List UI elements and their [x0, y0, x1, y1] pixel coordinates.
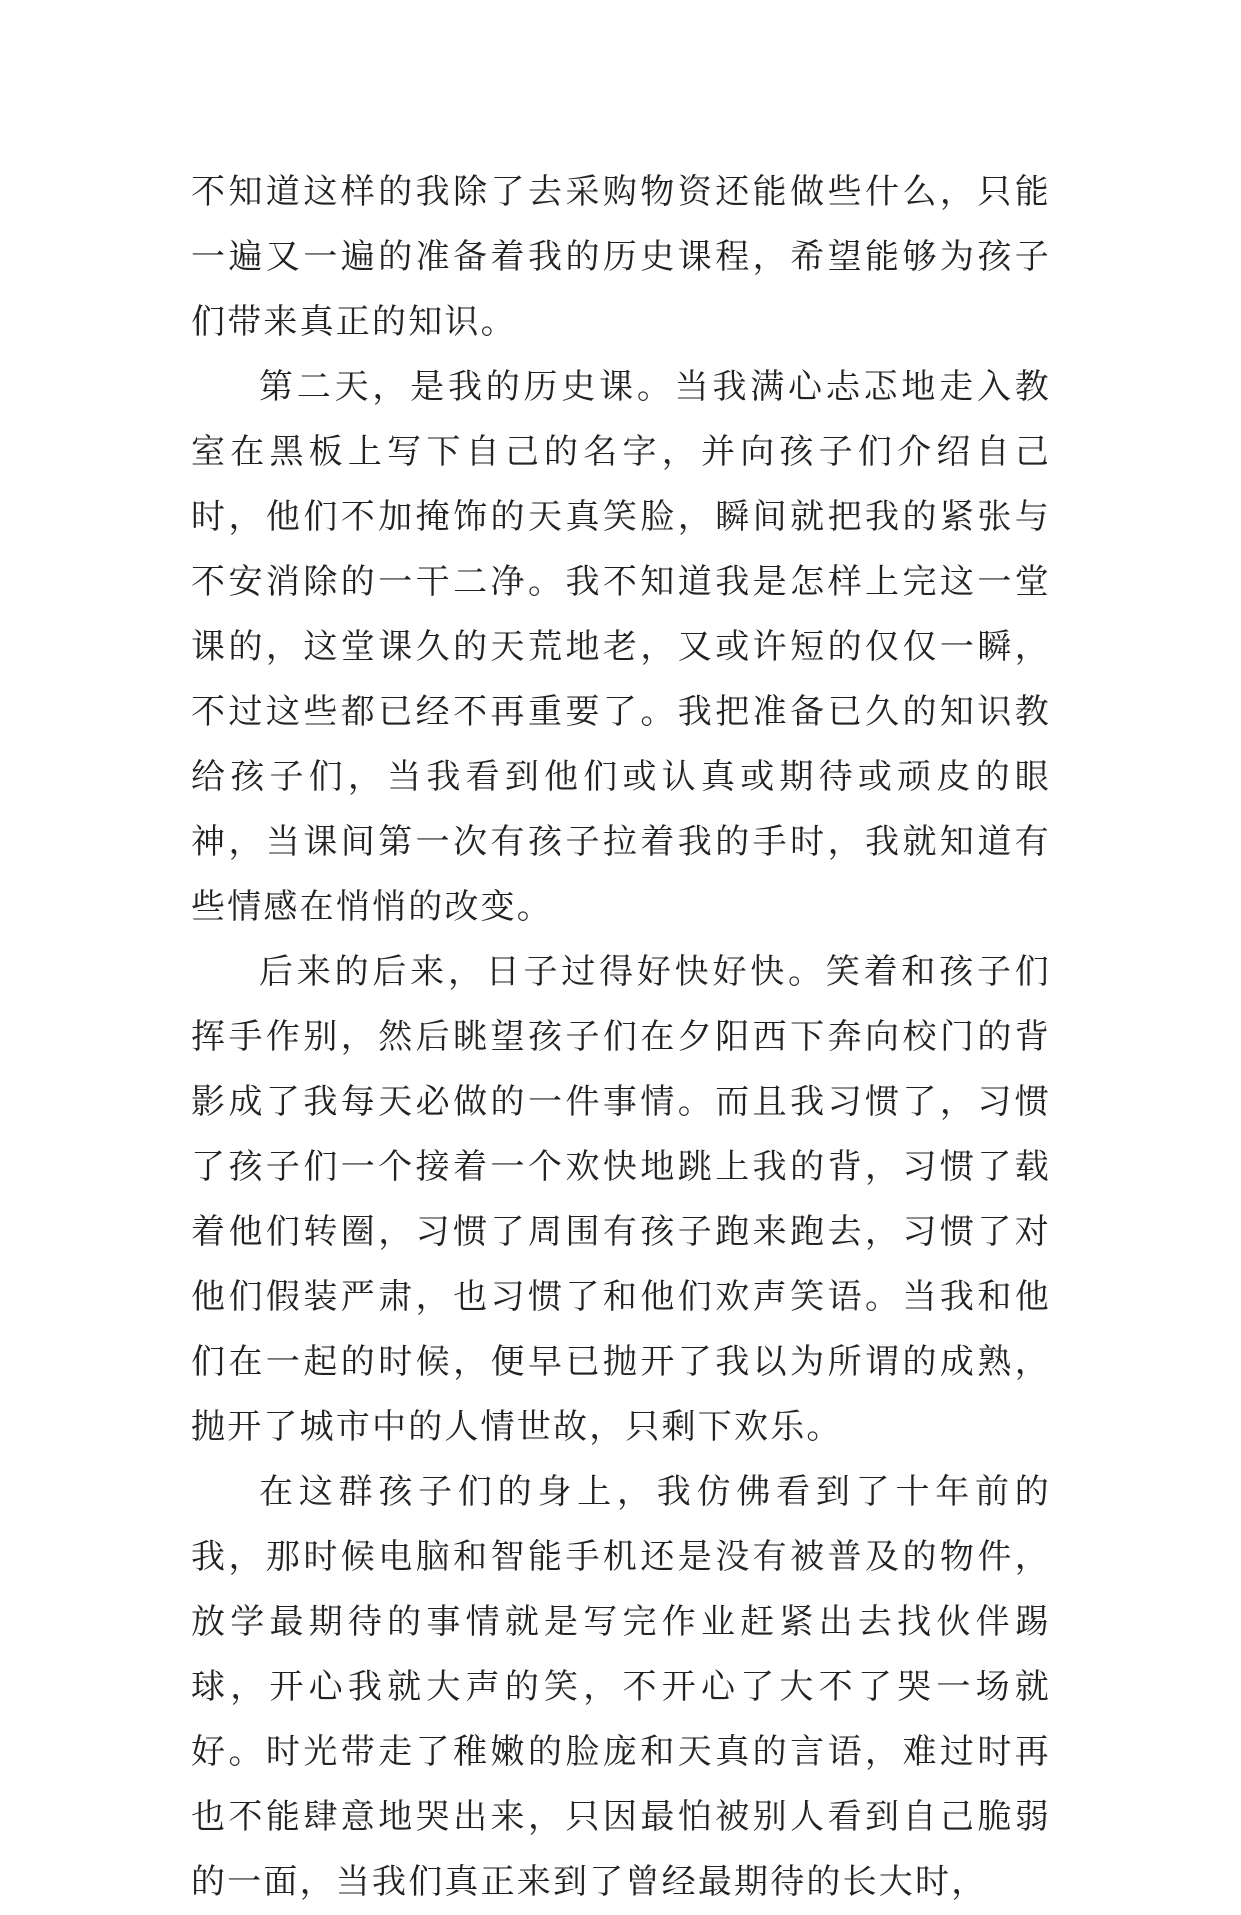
paragraph-2: 第二天，是我的历史课。当我满心忐忑地走入教室在黑板上写下自己的名字，并向孩子们介绍自己时，他们不加掩饰的天真笑脸，瞬间就把我的紧张与不安消除的一干二净。我不知道我是怎样上完这一堂课的，这堂课久的天荒地老，又或许短的仅仅一瞬，不过这些都已经不再重要了。我把准备已久的知识教给孩子们，当我看到他们或认真或期待或顽皮的眼神，当课间第一次有孩子拉着我的手时，我就知道有些情感在悄悄的改变。	[191, 367, 1051, 927]
paragraph-4: 在这群孩子们的身上，我仿佛看到了十年前的我，那时候电脑和智能手机还是没有被普及的物件，放学最期待的事情就是写完作业赶紧出去找伙伴踢球，开心我就大声的笑，不开心了大不了哭一场就好。时光带走了稚嫩的脸庞和天真的言语，难过时再也不能肆意地哭出来，只因最怕被别人看到自己脆弱的一面，当我们真正来到了曾经最期待的长大时，	[191, 1472, 1051, 1902]
paragraph-3: 后来的后来，日子过得好快好快。笑着和孩子们挥手作别，然后眺望孩子们在夕阳西下奔向校门的背影成了我每天必做的一件事情。而且我习惯了，习惯了孩子们一个接着一个欢快地跳上我的背，习惯了载着他们转圈，习惯了周围有孩子跑来跑去，习惯了对他们假装严肃，也习惯了和他们欢声笑语。当我和他们在一起的时候，便早已抛开了我以为所谓的成熟，抛开了城市中的人情世故，只剩下欢乐。	[191, 952, 1051, 1447]
paragraph-1: 不知道这样的我除了去采购物资还能做些什么，只能一遍又一遍的准备着我的历史课程，希望能够为孩子们带来真正的知识。	[191, 172, 1051, 342]
document-body	[191, 160, 1051, 1915]
